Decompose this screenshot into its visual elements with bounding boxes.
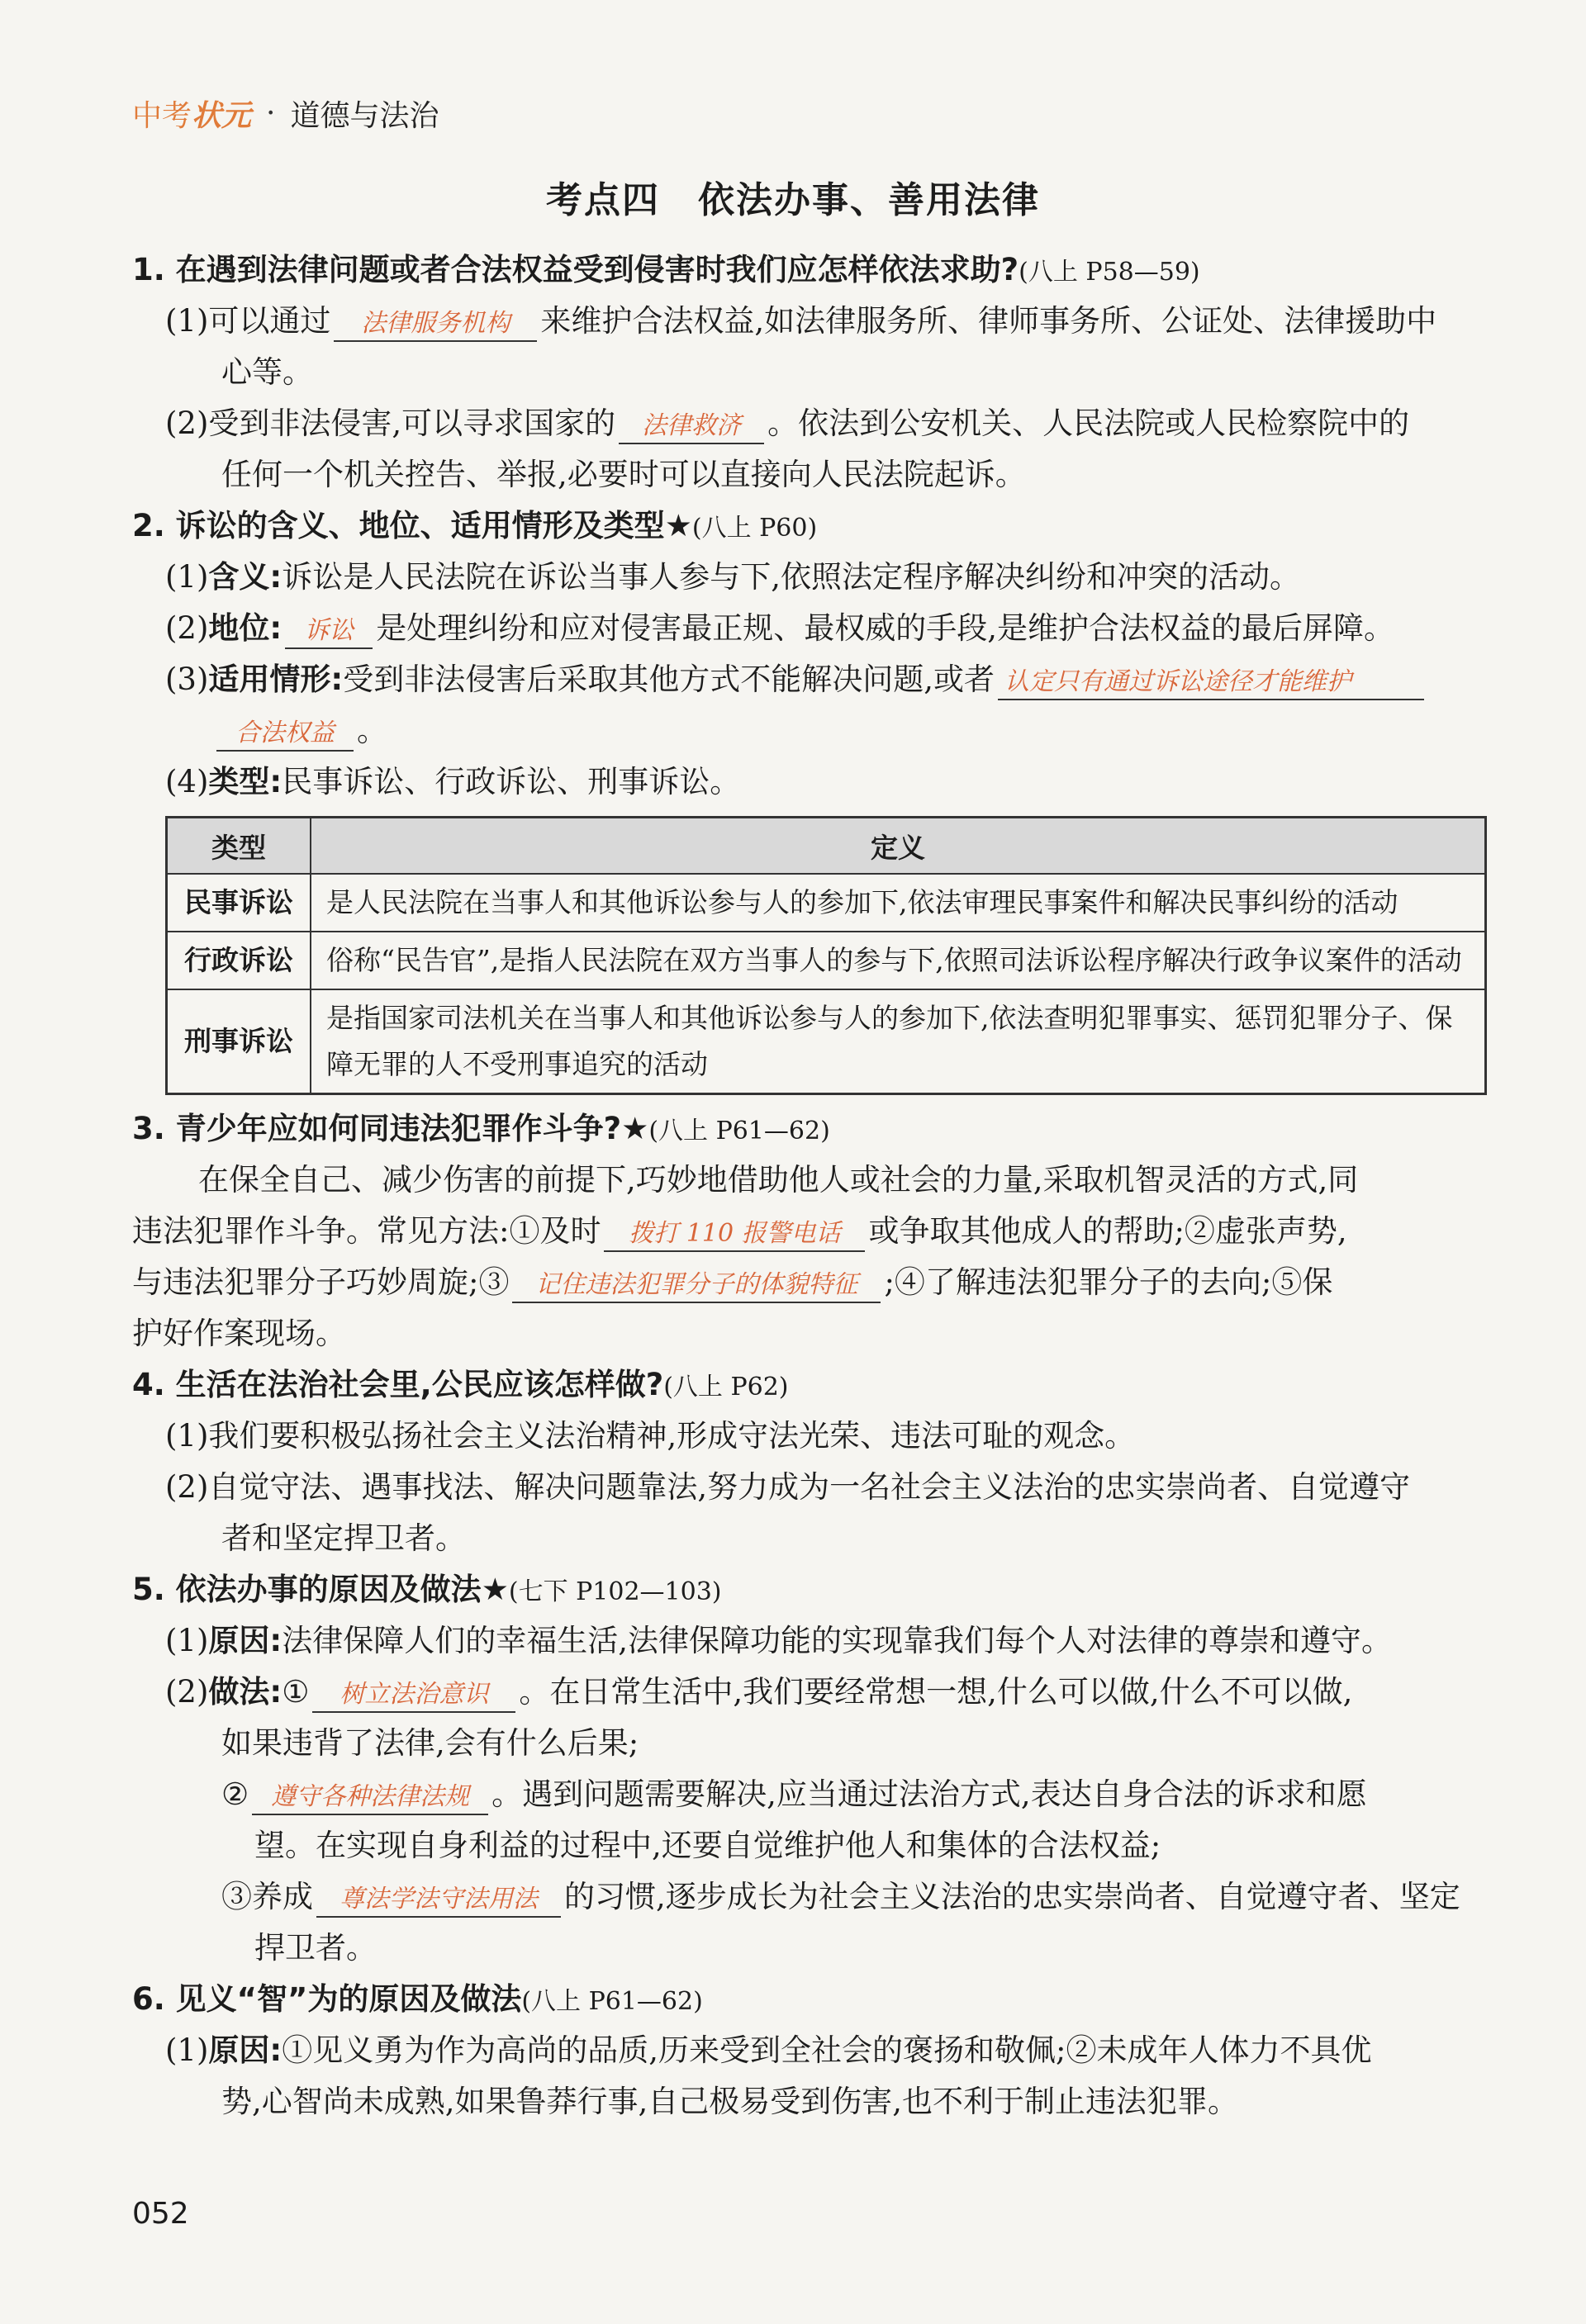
q3-line: 护好作案现场。 [132, 1316, 346, 1351]
star-icon: ★ [664, 508, 692, 543]
q5-line: (2)做法:① 树立法治意识 。在日常生活中,我们要经常想一想,什么可以做,什么不可以做, [132, 1667, 1487, 1718]
question-2-title: 2. 诉讼的含义、地位、适用情形及类型★(八上 P60) [132, 508, 818, 543]
fill-blank: 诉讼 [285, 614, 373, 649]
column-header: 定义 [311, 818, 1486, 875]
fill-blank: 尊法学法守法用法 [316, 1883, 561, 1918]
q1-line: 心等。 [221, 354, 313, 390]
q2-line: 合法权益 。 [132, 705, 1487, 756]
fill-blank: 遵守各种法律法规 [252, 1781, 488, 1815]
fill-blank: 认定只有通过诉讼途径才能维护 [998, 666, 1424, 700]
table-row [167, 932, 1486, 989]
q5-line: 如果违背了法律,会有什么后果; [221, 1725, 639, 1761]
question-1-title: 1. 在遇到法律问题或者合法权益受到侵害时我们应怎样依法求助?(八上 P58—59) [132, 252, 1200, 287]
page-ref: (七下 P102—103) [508, 1577, 722, 1606]
q6-line: 势,心智尚未成熟,如果鲁莽行事,自己极易受到伤害,也不利于制止违法犯罪。 [221, 2084, 1239, 2119]
table-cell-definition: 是指国家司法机关在当事人和其他诉讼参与人的参加下,依法查明犯罪事实、惩罚犯罪分子、保障无罪的人不受刑事追究的活动 [311, 989, 1486, 1094]
fill-blank: 法律救济 [619, 410, 764, 444]
page-ref: (八上 P58—59) [1019, 258, 1200, 287]
fill-blank: 记住违法犯罪分子的体貌特征 [512, 1269, 881, 1303]
fill-blank: 树立法治意识 [312, 1678, 515, 1713]
question-4-title: 4. 生活在法治社会里,公民应该怎样做?(八上 P62) [132, 1367, 789, 1402]
q1-line: (2)受到非法侵害,可以寻求国家的 法律救济 。依法到公安机关、人民法院或人民检察院中的 [132, 398, 1487, 449]
column-header: 类型 [167, 818, 311, 875]
table-cell-type: 行政诉讼 [167, 932, 311, 989]
star-icon: ★ [481, 1572, 509, 1607]
q5-line: ② 遵守各种法律法规 。遇到问题需要解决,应当通过法治方式,表达自身合法的诉求和愿 [132, 1769, 1487, 1820]
table-cell-type: 刑事诉讼 [167, 989, 311, 1094]
header-separator: · [266, 97, 276, 130]
q4-line: 者和坚定捍卫者。 [221, 1520, 466, 1556]
table-row [167, 989, 1486, 1094]
q1-line: 任何一个机关控告、举报,必要时可以直接向人民法院起诉。 [221, 457, 1026, 492]
q5-line: 望。在实现自身利益的过程中,还要自觉维护他人和集体的合法权益; [254, 1828, 1161, 1863]
q4-line: (1)我们要积极弘扬社会主义法治精神,形成守法光荣、违法可耻的观念。 [165, 1418, 1136, 1454]
q3-line: 违法犯罪作斗争。常见方法:①及时 拨打 110 报警电话 或争取其他成人的帮助;②虚张声势, [132, 1206, 1487, 1257]
question-6-title: 6. 见义“智”为的原因及做法(八上 P61—62) [132, 1981, 703, 2017]
q2-line: (1)含义:诉讼是人民法院在诉讼当事人参与下,依照法定程序解决纠纷和冲突的活动。 [165, 559, 1300, 595]
page-ref: (八上 P60) [691, 514, 818, 543]
q5-line: ③养成 尊法学法守法用法 的习惯,逐步成长为社会主义法治的忠实崇尚者、自觉遵守者、坚定 [132, 1871, 1487, 1923]
fill-blank: 拨打 110 报警电话 [604, 1217, 865, 1252]
q3-line: 与违法犯罪分子巧妙周旋;③ 记住违法犯罪分子的体貌特征 ;④了解违法犯罪分子的去向;⑤保 [132, 1257, 1487, 1308]
content-body [132, 244, 1487, 2127]
lawsuit-types-table [165, 816, 1487, 1095]
question-5-title: 5. 依法办事的原因及做法★(七下 P102—103) [132, 1572, 722, 1607]
q4-line: (2)自觉守法、遇事找法、解决问题靠法,努力成为一名社会主义法治的忠实崇尚者、自觉遵守 [165, 1469, 1411, 1505]
table-header-row [167, 818, 1486, 875]
fill-blank: 法律服务机构 [334, 307, 537, 342]
q2-line: (4)类型:民事诉讼、行政诉讼、刑事诉讼。 [165, 764, 741, 799]
page-ref: (八上 P62) [663, 1373, 789, 1402]
q2-line: (2)地位: 诉讼 是处理纠纷和应对侵害最正规、最权威的手段,是维护合法权益的最后屏障。 [132, 603, 1487, 654]
table-cell-definition: 是人民法院在当事人和其他诉讼参与人的参加下,依法审理民事案件和解决民事纠纷的活动 [311, 874, 1486, 932]
table-cell-type: 民事诉讼 [167, 874, 311, 932]
q1-line: (1)可以通过 法律服务机构 来维护合法权益,如法律服务所、律师事务所、公证处、法律援助中 [132, 296, 1487, 347]
question-3-title: 3. 青少年应如何同违法犯罪作斗争?★(八上 P61—62) [132, 1111, 830, 1146]
q5-line: (1)原因:法律保障人们的幸福生活,法律保障功能的实现靠我们每个人对法律的尊崇和遵守。 [165, 1623, 1392, 1658]
page-number: 052 [132, 2197, 189, 2231]
subject-label: 道德与法治 [290, 99, 439, 133]
section-title: 考点四 依法办事、善用法律 [546, 179, 1040, 221]
q2-line: (3)适用情形:受到非法侵害后采取其他方式不能解决问题,或者 认定只有通过诉讼途径才能维护 [132, 654, 1487, 705]
q6-line: (1)原因:①见义勇为作为高尚的品质,历来受到全社会的褒扬和敬佩;②未成年人体力不具优 [165, 2032, 1372, 2068]
q5-line: 捍卫者。 [254, 1930, 377, 1966]
page-ref: (八上 P61—62) [521, 1987, 703, 2016]
brand-logo-text: 状元 [192, 99, 252, 133]
table-cell-definition: 俗称“民告官”,是指人民法院在双方当事人的参与下,依照司法诉讼程序解决行政争议案件的活动 [311, 932, 1486, 989]
table-row [167, 874, 1486, 932]
q3-line: 在保全自己、减少伤害的前提下,巧妙地借助他人或社会的力量,采取机智灵活的方式,同 [198, 1162, 1359, 1198]
star-icon: ★ [621, 1111, 649, 1146]
fill-blank: 合法权益 [216, 717, 354, 752]
book-header [132, 92, 439, 135]
brand-text: 中考 [132, 99, 192, 133]
page-ref: (八上 P61—62) [648, 1117, 830, 1145]
